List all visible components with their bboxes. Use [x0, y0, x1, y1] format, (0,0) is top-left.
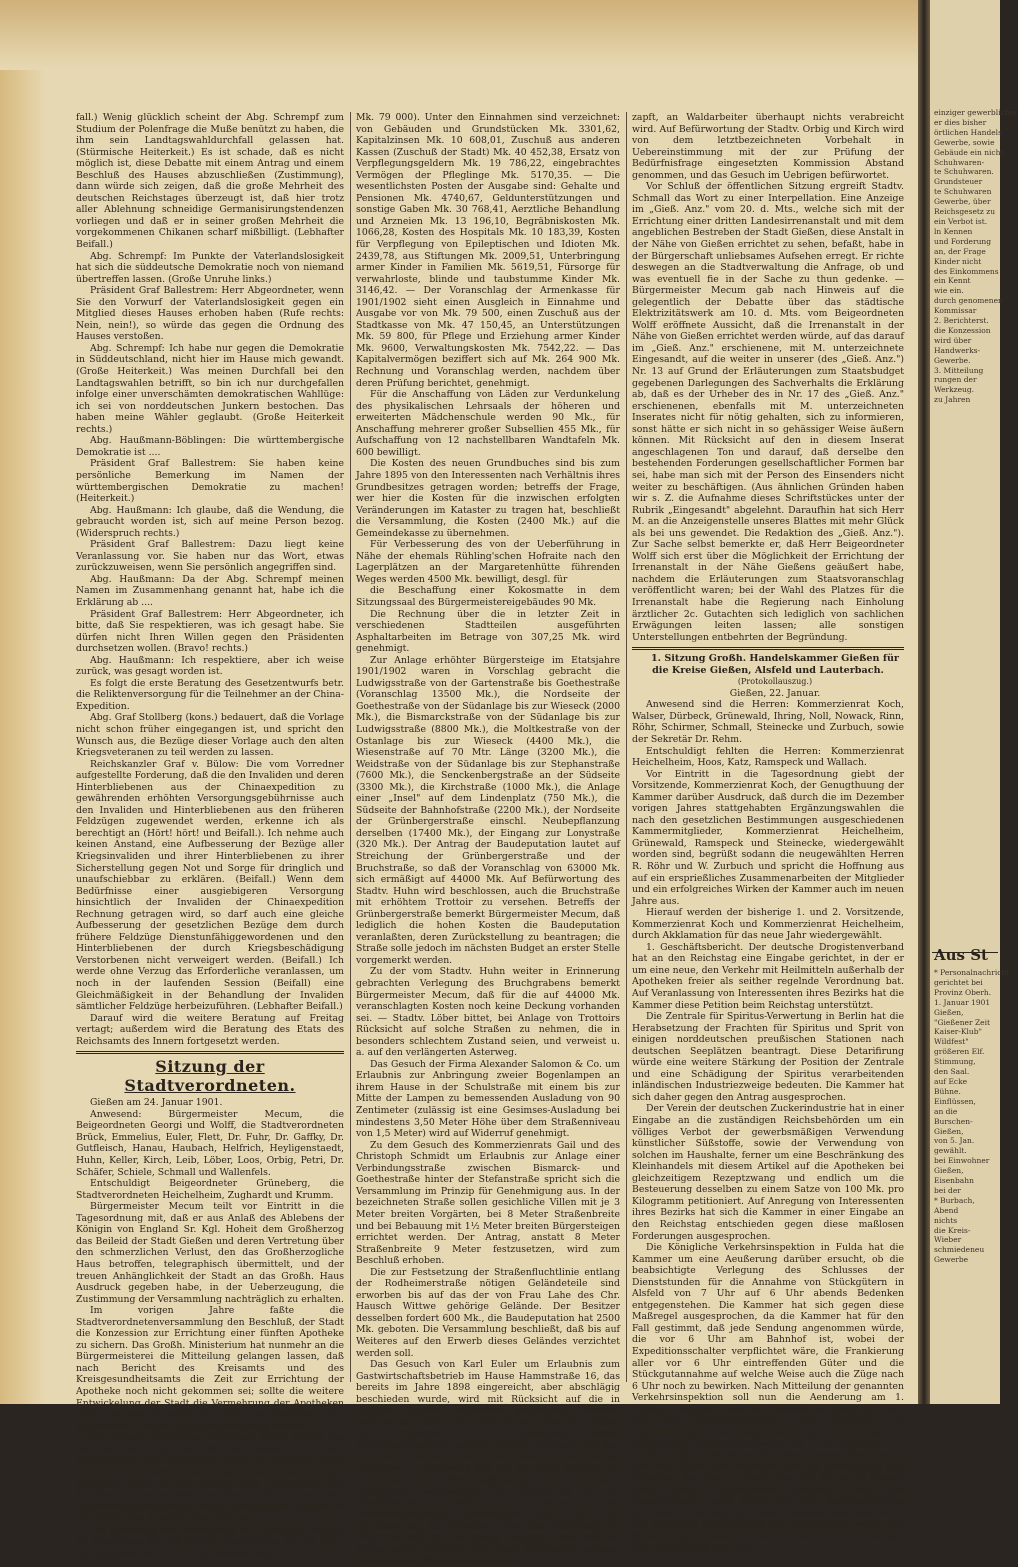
book-gutter: [918, 0, 930, 1404]
text-line: gewählt.: [934, 1146, 967, 1156]
text-line: Wildfest": [934, 1037, 969, 1047]
paragraph: Die Kosten des neuen Grundbuches sind bis zum Jahre 1895 von den Interessenten nach Verhältnis ihres Grundbesitzes getragen worden; betreffs der Frage, wer hier die Kosten für die inzwischen erfolgten Veränderungen im Kataster zu tragen hat, beschließt die Versammlung, die Kosten (2400 Mk.) auf die Gemeindekasse zu übernehmen.: [356, 458, 620, 539]
paragraph: Präsident Graf Ballestrem: Dazu liegt keine Veranlassung vor. Sie haben nur das Wort, etwas zurückzuweisen, wenn Sie persönlich angegriffen sind.: [76, 539, 344, 574]
text-line: ein Verbot ist.: [934, 216, 988, 226]
paragraph: 1. Geschäftsbericht. Der deutsche Drogistenverband hat an den Reichstag eine Eingabe gerichtet, in der er um eine neue, den Verkehr mit Heilmitteln außerhalb der Apotheken freier als seither regelnde Verordnung bat. Auf Veranlassung von Interessenten ihres Bezirks hat die Kammer diese Petition beim Reichstag unterstützt.: [632, 941, 905, 1011]
paragraph: fall.) Wenig glücklich scheint der Abg. Schrempf zum Studium der Polenfrage die Muße benützt zu haben, die ihm sein Landtagswahldurchfall gelassen hat. (Stürmische Heiterkeit.) Es ist schade, daß es nicht möglich ist, diese Debatte mit einem Antrag und einem Beschluß des Hauses abzuschließen (Zustimmung), dann würde sich zeigen, daß die große Mehrheit des deutschen Reichstages überzeugt ist, daß hier trotz aller Ablehnung schneidige Germanisirungstendenzen vorliegen und daß er in seiner großen Mehrheit die vorgekommenen Chikanen scharf mißbilligt. (Lebhafter Beifall.): [76, 112, 344, 251]
text-line: * Personalnachricht: [934, 968, 1010, 977]
text-line: von 5. Jan.: [934, 1136, 975, 1146]
paragraph: Abg. Schrempf: Im Punkte der Vaterlandslosigkeit hat sich die süddeutsche Demokratie noch von niemand übertreffen lassen. (Große Unruhe links.): [76, 250, 344, 285]
text-line: rungen der: [934, 375, 977, 385]
paragraph: Für Verbesserung des von der Ueberführung in Nähe der ehemals Rühling'schen Hofraite nach den Lagerplätzen an der Margaretenhütte führenden Weges werden 4500 Mk. bewilligt, desgl. für: [356, 539, 620, 585]
paragraph: Für die Anschaffung von Läden zur Verdunkelung des physikalischen Lehrsaals der höheren und erweiterten Mädchenschule werden 90 Mk., für Anschaffung mehrerer großer Subsellien 455 Mk., für Aufschaffung von 12 nachstellbaren Wandtafeln Mk. 600 bewilligt.: [356, 389, 620, 458]
column-1: [76, 112, 344, 1559]
text-line: Kommissar: [934, 306, 977, 316]
text-line: ln Kennen: [934, 226, 973, 236]
text-line: "Gießener Zeit: [934, 1017, 991, 1027]
text-line: Handwerks-: [934, 345, 981, 355]
column-1-paragraphs: [76, 112, 344, 1047]
paragraph: Zu der vom Stadtv. Huhn weiter in Erinnerung gebrachten Verlegung des Bruchgrabens bemerkt Bürgermeister Mecum, daß für die auf 44000 Mk. veranschlagten Kosten noch keine Deckung vorhanden sei. — Stadtv. Löber bittet, bei Anlage von Trottoirs Rücksicht auf solche Straßen zu nehmen, die in besonders schlechtem Zustand seien, und verweist u. a. auf den verlängerten Asterweg.: [356, 966, 620, 1059]
text-line: Gießen,: [934, 1166, 964, 1176]
text-line: den Saal.: [934, 1067, 970, 1077]
paragraph: Reichskanzler Graf v. Bülow: Die vom Vorredner aufgestellte Forderung, daß die den Invaliden und deren Hinterbliebenen aus der Chinaexpedition zu gewährenden erhöhten Versorgungsgebührnisse auch den Invaliden und Hinterbliebenen aus den früheren Feldzügen zugewendet werden, erkenne ich als berechtigt an (Hört! hört! und Beifall.). Ich nehme auch keinen Anstand, eine Aufbesserung der Bezüge aller Kriegsinvaliden und ihrer Hinterbliebenen zu ihrer Sicherstellung gegen Not und Sorge für dringlich und unaufschiebbar zu erklären. (Beifall.) Wenn dem Bedürfnisse einer ausgiebigeren Versorgung hinsichtlich der Invaliden der Chinaexpedition Rechnung getragen wird, so darf auch eine gleiche Aufbesserung der gesetzlichen Bezüge dem durch frühere Feldzüge Dienstunfähiggewordenen und den Hinterbliebenen der durch Kriegsbeschädigung Verstorbenen nicht verweigert werden. (Beifall.) Ich werde ohne Verzug das Erforderliche veranlassen, um noch in der laufenden Session (Beifall) eine Gleichmäßigkeit in der Behandlung der Invaliden sämtlicher Feldzüge herbeizuführen. (Lebhafter Beifall.): [76, 758, 344, 1013]
text-line: Gebäude ein nicht: [934, 147, 1004, 157]
text-line: gerichtet bei: [934, 977, 983, 987]
text-line: örtlichen Handels: [934, 127, 1002, 137]
column-2: [356, 112, 620, 1567]
text-line: 3. Mitteilung: [934, 365, 984, 375]
text-line: Kinder nicht: [934, 256, 982, 266]
text-line: Provinz Oberh.: [934, 987, 992, 997]
paragraph: Das Gesuch der Firma Alexander Salomon & Co. um Erlaubnis zur Anbringung zweier Bogenlampen an ihrem Hause in der Schulstraße mit einem bis zur Mitte der Lampen zu bemessenden Ausladung von 90 Zentimeter (zulässig ist eine Gesimses-Ausladung bei mindestens 3,50 Meter Höhe über dem Straßenniveau von 1,5 Meter) wird auf Widerruf genehmigt.: [356, 1058, 620, 1140]
section-rule-2: [632, 647, 904, 650]
section-title-stadtverordneten: Sitzung der Stadtverordneten.: [124, 1057, 296, 1096]
text-line: an die: [934, 1106, 958, 1116]
paragraph: Der dahier verstorbene Fabrikant Louis Scheid hat der Stadt ein Legat von 2000 Mk. vermacht, mit der Bestimmung, daß die Zinsen davon in Beträgen nicht unter 20 Mk. jährlich an Witwen und Waisen armer Kaufleute, oder an diese selbst, ohne Unterschied der Konfession, ausgezahlt werden. Auf Antrag der Armendeputation erfolgt unter Ausdruck des Dankes an den Stifter die Annahme der Stiftung.: [76, 1432, 344, 1524]
section-date-2: Gießen, 22. Januar.: [729, 687, 821, 699]
adjacent-page-text-2: [934, 968, 1010, 1265]
text-line: schmiedeneu: [934, 1245, 985, 1255]
page-top-shadow: [0, 0, 918, 70]
paragraph: Die Rechnung über die in letzter Zeit in verschiedenen Stadtteilen ausgeführten Asphaltarbeiten im Betrage von 307,25 Mk. wird genehmigt.: [356, 608, 620, 655]
text-line: wie ein.: [934, 286, 964, 296]
paragraph: Abg. Haußmann: Ich glaube, daß die Wendung, die gebraucht worden ist, sich auf meine Person bezog. (Widerspruch rechts.): [76, 504, 344, 539]
paragraph: Hierauf werden der bisherige 1. und 2. Vorsitzende, Kommerzienrat Koch und Kommerzienrat Heichelheim, durch Akklamation für das neue Jahr wiedergewählt.: [632, 907, 904, 942]
paragraph: Zur Anlage erhöhter Bürgersteige im Etatsjahre 1901/1902 waren in Vorschlag gebracht die Ludwigsstraße von der Gartenstraße bis Goethestraße (Voranschlag 13500 Mk.), die Nordseite der Goethestraße von der Südanlage bis zur Wieseck (2000 Mk.), die Bismarckstraße von der Südanlage bis zur Ludwigsstraße (8800 Mk.), die Moltkestraße von der Ostanlage bis zur Wieseck (4400 Mk.), die Wiesenstraße auf 70 Mtr. Länge (3200 Mk.), die Weidstraße von der Südanlage bis zur Stephanstraße (7600 Mk.), die Senckenbergstraße an der Südseite (3300 Mk.), die Kirchstraße (1000 Mk.), die Anlage einer „Insel" auf dem Lindenplatz (750 Mk.), die Südseite der Bahnhofstraße (2200 Mk.), der Nordseite der Grünbergerstraße einschl. Neubepflanzung derselben (17400 Mk.), der Eingang zur Lonystraße (320 Mk.). Der Antrag der Baudeputation lautet auf Streichung der Grünbergerstraße und der Bruchstraße, so daß der Voranschlag von 63000 Mk. sich ermäßigt auf 44000 Mk. Auf Befürwortung des Stadtv. Huhn wird beschlossen, auch die Bruchstraße mit erhöhtem Trottoir zu versehen. Betreffs der Grünbergerstraße bemerkt Bürgermeister Mecum, daß lediglich die hohen Kosten die Baudeputation veranlaßten, deren Zurückstellung zu beantragen; die Straße solle jedoch im nächsten Budget an erster Stelle vorgemerkt werden.: [356, 654, 620, 966]
text-line: Kaiser-Klub": [934, 1027, 982, 1037]
column-rule-1: [350, 112, 351, 1382]
page-edge-shadow: [0, 0, 46, 1404]
paragraph: Die Rechnung der Armenkasse für 1899/1900 ergiebt an Einnahmen Mk. 86 468,28 (Voranschlag Mk. 79 000), an Ausgaben Mk. 86 325,28 (Voranschlag: [76, 1524, 344, 1559]
text-line: * Burbach,: [934, 1195, 975, 1205]
text-line: wird über: [934, 335, 972, 345]
text-line: Einflüssen,: [934, 1096, 976, 1106]
paragraph: Mk. 79 000). Unter den Einnahmen sind verzeichnet: von Gebäuden und Grundstücken Mk. 3301,62, Kapitalzinsen Mk. 10 608,01, Zuschuß aus anderen Kassen (Zuschuß der Stadt) Mk. 40 452,38, Ersatz von Verpflegungsgeldern Mk. 19 786,22, eingebrachtes Vermögen der Pfleglinge Mk. 5170,35. — Die wesentlichsten Posten der Ausgabe sind: Gehalte und Pensionen Mk. 4740,67, Geldunterstützungen und sonstige Gaben Mk. 30 768,41, Aerztliche Behandlung und Arzneien Mk. 13 196,10, Begräbniskosten Mk. 1066,28, Kosten des Hospitals Mk. 10 183,39, Kosten für Verpflegung von Epileptischen und Idioten Mk. 2439,78, aus Stiftungen Mk. 2009,51, Unterbringung armer Kinder in Familien Mk. 5619,51, Fürsorge für verwahrloste, blinde und taubstumme Kinder Mk. 3146,42. — Der Voranschlag der Armenkasse für 1901/1902 sieht einen Ausgleich in Einnahme und Ausgabe vor von Mk. 79 500, einen Zuschuß aus der Stadtkasse von Mk. 47 150,45, an Unterstützungen Mk. 59 800, für Pflege und Erziehung armer Kinder Mk. 9600, Verwaltungskosten Mk. 7542,22. — Das Kapitalvermögen beziffert sich auf Mk. 264 900 Mk. Rechnung und Voranschlag werden, nachdem über deren Prüfung berichtet, genehmigt.: [356, 112, 620, 389]
paragraph: Die Königliche Verkehrsinspektion in Fulda hat die Kammer um eine Aeußerung darüber ersucht, ob die beabsichtigte Verlegung des Schlusses der Dienststunden für die Annahme von Stückgütern in Alsfeld von 7 Uhr auf 6 Uhr abends Bedenken entgegenstehen. Die Kammer hat sich gegen diese Maßregel ausgesprochen, da die Kammer hat für den Fall gestimmt, daß jede Sendung angenommen würde, die vor 6 Uhr am Bahnhof ist, wobei der Expeditionsschalter verpflichtet wäre, die Frankierung aller vor 6 Uhr eintreffenden Güter und die Stückgutannahme auf welche Weise auch die Züge nach 6 Uhr noch zu bewirken. Nach Mitteilung der genannten Verkehrsinspektion soll nun die Aenderung am 1. Februar eingeführt werden. Dieselbe erstreckt sich nur auf die Stückgutannahme und -Ausgabe im Güterschuppen. Die Dienststunden der Güterkasse und Abfertigung bleiben unverändert bis 7 Uhr bestehen.: [632, 1242, 904, 1450]
text-line: durch genomenen: [934, 296, 1003, 306]
paragraph: Abg. Schrempf: Ich habe nur gegen die Demokratie in Süddeutschland, nicht hier im Hause mich gewandt. (Große Heiterkeit.) Was meinen Durchfall bei den Landtagswahlen betrifft, so bin ich nur durchgefallen infolge einer unverschämten demokratischen Wahllüge: ich sei von norddeutschen Junkern bestochen. Das haben meine Wähler geglaubt. (Große Heiterkeit rechts.): [76, 342, 344, 435]
section-subtitle: (Protokollauszug.): [737, 677, 813, 687]
paragraph: Abg. Graf Stollberg (kons.) bedauert, daß die Vorlage nicht schon früher eingegangen ist, und spricht den Wunsch aus, die Bezüge dieser Vorlage auch den alten Kriegsveteranen zu teil werden zu lassen.: [76, 712, 344, 759]
text-line: 2. Berichterst.: [934, 316, 989, 326]
paragraph: Vor Eintritt in die Tagesordnung giebt der Vorsitzende, Kommerzienrat Koch, der Genugthuung der Kammer darüber Ausdruck, daß durch die im Dezember vorigen Jahres stattgehabten Ergänzungswahlen die nach den gesetzlichen Bestimmungen ausgeschiedenen Kammermitglieder, Kommerzienrat Heichelheim, Grünewald, Ramspeck und Steinecke, wiedergewählt worden sind, begrüßt sodann die neugewählten Herren R. Röhr und W. Zurbuch und spricht die Hoffnung aus auf ein ersprießliches Zusammenarbeiten der Mitglieder und ein erfolgreiches Wirken der Kammer auch im neuen Jahre aus.: [632, 768, 904, 907]
adjacent-page-text: [934, 108, 1018, 405]
paragraph: Vor Schluß der öffentlichen Sitzung ergreift Stadtv. Schmall das Wort zu einer Interpellation. Eine Anzeige im „Gieß. Anz." vom 20. d. Mts., welche sich mit der Errichtung einer dritten Landesirrenanstalt und mit dem angeblichen Bestreben der Stadt Gießen, diese Anstalt in der Nähe von Gießen errichtet zu sehen, befaßt, habe in der Bürgerschaft unliebsames Aufsehen erregt. Er richte deswegen an die Stadtverwaltung die Anfrage, ob und was eventuell fie in der Sache zu thun gedenke. — Bürgermeister Mecum gab nach Hinweis auf die gelegentlich der Debatte über das städtische Elektrizitätswerk am 10. d. Mts. vom Beigeordneten Wolff eröffnete Aussicht, daß die Irrenanstalt in der Nähe von Gießen errichtet werden würde, auf das darauf im „Gieß. Anz." erschienene, mit M. unterzeichnete Eingesandt, auf die weiter in unserer (des „Gieß. Anz.") Nr. 13 auf Grund der Erläuterungen zum Staatsbudget gegebenen Darlegungen des Sachverhalts die Erklärung ab, daß es der Urheber des in Nr. 17 des „Gieß. Anz." erschienenen, ebenfalls mit M. unterzeichneten Inserates nicht für nötig gehalten, sich zu informieren, sonst hätte er sich nicht in so gehässiger Weise äußern können. Mit Rücksicht auf den in diesem Inserat angeschlagenen Ton und darauf, daß derselbe den bestehenden Forderungen gesellschaftlicher Formen bar sei, habe man sich mit der Person des Einsenders nicht weiter zu beschäftigen. (Aus ähnlichen Gründen haben wir s. Z. die Aufnahme dieses Schriftstückes unter der Rubrik „Eingesandt" abgelehnt. Daraufhin hat sich Herr M. an die Anzeigenstelle unseres Blattes mit mehr Glück als bei uns gewendet. Die Redaktion des „Gieß. Anz."). Zur Sache selbst bemerkte er, daß Herr Beigeordneter Wolff sich erst über die Möglichkeit der Errichtung der Irrenanstalt in der Nähe Gießens geäußert habe, nachdem die Erläuterungen zum Staatsvoranschlag veröffentlicht waren; bei der Wahl des Platzes für die Irrenanstalt habe die Regierung nach Einholung ärztlicher 2c. Gutachten sich lediglich von sachlichen Erwägungen leiten lassen; alle sonstigen Unterstellungen entbehrten der Begründung.: [632, 181, 904, 643]
text-line: größeren Elf.: [934, 1047, 985, 1057]
text-line: die Konzession: [934, 325, 991, 335]
section-title-handelskammer: 1. Sitzung Großh. Handelskammer Gießen für die Kreise Gießen, Alsfeld und Lauterbach.: [651, 653, 899, 676]
paragraph: Hinsichtlich der Versendung der Kammer-Steuerzettel sind eine Reihe von Anfragen über die Berechnung und Erhebung der Steuer eingelaufen. Mit Rücksicht hierauf wird darauf aufmerksam gemacht, daß die Kammersteuer nach einem für alle Wahlberechtigte gleichen Prozentsatz der Gewerbesteuer berechnet wird. Die Erhebung erfolgt durch die Finanzämter, welche für diese Funktion seitens Großh. Ministerium der Finanzen eine Aufstellung nur zum: [632, 1449, 904, 1554]
text-line: Eisenbahn: [934, 1176, 974, 1186]
paragraph: Darauf wird die weitere Beratung auf Freitag vertagt; außerdem wird die Beratung des Etats des Reichsamts des Innern fortgesetzt werden.: [76, 1012, 344, 1047]
text-line: nichts: [934, 1215, 958, 1225]
text-line: Werkzeug.: [934, 385, 975, 395]
paragraph: Entschuldigt fehlten die Herren: Kommerzienrat Heichelheim, Hoos, Katz, Ramspeck und Wallach.: [632, 745, 904, 769]
column-1-paragraphs-2: [76, 1109, 344, 1559]
paragraph: Im vorigen Jahre faßte die Stadtverordnetenversammlung den Beschluß, der Stadt die Konzession zur Errichtung einer fünften Apotheke zu sichern. Das Großh. Ministerium hat nunmehr an die Bürgermeisterei die Mitteilung gelangen lassen, daß nach Bericht des Kreisamts und des Kreisgesundheitsamts die Zeit zur Errichtung der Apotheke noch nicht gekommen sei; sollte die weitere Entwickelung der Stadt die Vermehrung der Apotheken nötig machen, so solle die Stadt bei Vergebung der Konzession in erster Linie berücksichtigt werden.: [76, 1305, 344, 1432]
column-3-paragraphs-2: [632, 699, 904, 1553]
paragraph: zapft, an Waldarbeiter überhaupt nichts verabreicht wird. Auf Befürwortung der Stadtv. Orbig und Kirch wird von dem letztbezeichneten Vorbehalt in Uebereinstimmung mit der zur Prüfung der Bedürfnisfrage eingesetzten Kommission Abstand genommen, und das Gesuch im Uebrigen befürwortet.: [632, 112, 904, 181]
paragraph: Präsident Graf Ballestrem: Herr Abgeordneter, wenn Sie den Vorwurf der Vaterlandslosigkeit gegen ein Mitglied dieses Hauses erhoben haben (Rufe rechts: Nein, nein!), so würde das gegen die Ordnung des Hauses verstoßen.: [76, 285, 344, 343]
text-line: zu Jahren: [934, 395, 971, 405]
text-line: Gewerbe.: [934, 355, 971, 365]
paragraph: Abg. Haußmann-Böblingen: Die württembergische Demokratie ist ....: [76, 435, 344, 458]
paragraph: Präsident Graf Ballestrem: Sie haben keine persönliche Bemerkung im Namen der württembergischen Demokratie zu machen! (Heiterkeit.): [76, 458, 344, 505]
paragraph: Anwesend: Bürgermeister Mecum, die Beigeordneten Georgi und Wolff, die Stadtverordneten Brück, Emmelius, Euler, Flett, Dr. Fuhr, Dr. Gaffky, Dr. Gutfleisch, Hanau, Haubach, Helfrich, Heyligenstaedt, Huhn, Keller, Kirch, Leib, Löber, Loos, Orbig, Petri, Dr. Schäfer, Schiele, Schmall und Wallenfels.: [76, 1108, 344, 1178]
text-line: an, der Frage: [934, 246, 986, 256]
text-line: Bühne.: [934, 1086, 961, 1096]
paragraph: Es folgt die erste Beratung des Gesetzentwurfs betr. die Reliktenversorgung für die Teilnehmer an der China-Expedition.: [76, 677, 344, 712]
text-line: Gewerbe: [934, 1255, 969, 1265]
paragraph: Das Gesuch von Karl Euler um Erlaubnis zum Gastwirtschaftsbetrieb im Hause Hammstraße 16, das bereits im Jahre 1898 eingereicht, aber abschlägig beschieden wurde, wird mit Rücksicht auf die in dortiger Gegend inzwischen gestiegenen Verkehr befürwortet, desgl. das Gesuch von Heinrich Hettler um Erlaubnis zur Ausdehnung seines Wirtschaftsbetriebs auf ein weiteres Zimmer und den vor dem Hause Frankfurterstraße 1 befindlichen Vorgarten. — Forstwart Arft hat für seine Ehefrau um Erlaubnis zum Wirtschaftsbetrieb im „Forsthaus Hochwarte" nachgesucht. Das Gesuch ist von der Oberförsterei befürwortet worden. Die landwirtschaftliche Kommission hat sich für Genehmigung des Gesuches unter dem Vorbehalt des Widerrufs und der Bedingung ausgesprochen, daß die Preise unter Kontrolle der Stadt festgesetzt werden, gewöhnlicher Branntwein nicht ver-: [356, 1359, 620, 1567]
text-line: Gießen,: [934, 1126, 964, 1136]
paragraph: Abg. Haußmann: Da der Abg. Schrempf meinen Namen im Zusammenhang genannt hat, habe ich die Erklärung ab ....: [76, 573, 344, 608]
text-line: Wieber: [934, 1235, 962, 1245]
column-3-paragraphs: [632, 112, 904, 643]
text-line: des Einkommens: [934, 266, 999, 276]
section-date: Gießen am 24. Januar 1901.: [90, 1097, 223, 1109]
paragraph: Der Verein der deutschen Zuckerindustrie hat in einer Eingabe an die zuständigen Reichsbehörden um ein völliges Verbot der gewerbsmäßigen Verwendung künstlicher Süßstoffe, sowie der Verwendung von solchen im Haushalte, ferner um eine Beschränkung des Kleinhandels mit diesem Artikel auf die Apotheken bei gleichzeitigem Rezeptzwang und endlich um die Besteuerung desselben zu einem Satze von 100 Mk. pro Kilogramm petitioniert. Auf Anregung von Interessenten ihres Bezirks hat sich die Kammer in einer Eingabe an den Reichstag entschieden gegen diese maßlosen Forderungen ausgesprochen.: [632, 1103, 904, 1242]
column-2-paragraphs: [356, 112, 620, 1567]
text-line: Grundsteuer: [934, 177, 983, 187]
text-line: te Schuhwaren: [934, 187, 992, 197]
text-line: 1. Januar 1901: [934, 997, 991, 1007]
text-line: Abend: [934, 1205, 959, 1215]
paragraph: die Beschaffung einer Kokosmatte in dem Sitzungssaal des Bürgermeistereigebäudes 90 Mk.: [356, 585, 620, 608]
adjacent-page-headline: Aus St: [934, 946, 988, 964]
text-line: te Schuhwaren.: [934, 167, 994, 177]
text-line: einziger gewerblicher: [934, 108, 1018, 117]
text-line: er dies bisher: [934, 117, 987, 127]
adjacent-page: [930, 0, 1018, 1404]
text-line: auf Ecke: [934, 1076, 968, 1086]
text-line: Burschen-: [934, 1116, 973, 1126]
text-line: ein Kennt: [934, 276, 971, 286]
column-rule-2: [626, 112, 627, 1382]
text-line: bei Einwohner: [934, 1156, 990, 1166]
paragraph: Die Zentrale für Spiritus-Verwertung in Berlin hat die Herabsetzung der Frachten für Spiritus und Sprit von einigen norddeutschen preußischen Stationen nach deutschen Seeplätzen beantragt. Diese Detarifirung würde eine weitere Stärkung der Position der Zentrale und eine Schädigung der Spiritus verarbeitenden inländischen Industriezweige bedeuten. Die Kammer hat sich daher gegen den Antrag ausgesprochen.: [632, 1011, 904, 1103]
paragraph: Entschuldigt Beigeordneter Grüneberg, die Stadtverordneten Heichelheim, Zughardt und Krumm.: [76, 1178, 344, 1201]
text-line: Reichsgesetz zu: [934, 207, 996, 217]
paragraph: Bürgermeister Mecum teilt vor Eintritt in die Tagesordnung mit, daß er aus Anlaß des Ablebens der Königin von England Sr. Kgl. Hoheit dem Großherzog das Beileid der Stadt Gießen und deren Vertretung über den schmerzlichen Verlust, den das Großherzogliche Haus betroffen, telegraphisch übermittelt, und der treuen Anhänglichkeit der Stadt an das Großh. Haus Ausdruck gegeben habe, in der Ueberzeugung, die Zustimmung der Versammlung nachträglich zu erhalten.: [76, 1201, 344, 1305]
column-3: [632, 112, 905, 1554]
text-line: und Forderung: [934, 236, 992, 246]
text-line: bei der: [934, 1185, 961, 1195]
text-line: Schuhwaren-: [934, 157, 985, 167]
paragraph: Anwesend sind die Herren: Kommerzienrat Koch, Walser, Dürbeck, Grünewald, Ihring, Noll, Nowack, Rinn, Röhr, Schirmer, Schmall, Steinecke und Zurbuch, sowie der Sekretär Dr. Rehm.: [632, 699, 904, 745]
paragraph: Die zur Festsetzung der Straßenfluchtlinie entlang der Rodheimerstraße nötigen Geländeteile sind erworben bis auf das der von Frau Lahe des Chr. Hausch Wittwe gehörige Gelände. Der Besitzer desselben fordert 600 Mk., die Baudeputation hat 2500 Mk. geboten. Die Versammlung beschließt, daß bis auf Weiteres auf den Erwerb dieses Geländes verzichtet werden soll.: [356, 1266, 620, 1359]
paragraph: Abg. Haußmann: Ich respektiere, aber ich weise zurück, was gesagt worden ist.: [76, 654, 344, 678]
text-line: die Kreis-: [934, 1225, 971, 1235]
text-line: Gießen,: [934, 1007, 964, 1017]
text-line: Gewerbe, über: [934, 197, 991, 207]
section-rule: [76, 1051, 344, 1054]
text-line: Gewerbe, sowie: [934, 137, 995, 147]
paragraph: Zu dem Gesuch des Kommerzienrats Gail und des Christoph Schmidt um Erlaubnis zur Anlage einer Verbindungsstraße zwischen Bismarck- und Goethestraße hinter der Stefanstraße spricht sich die Versammlung im Prinzip für Genehmigung aus. In der bezeichneten Straße sollen gesichliche Villen mit je 3 Meter breiten Vorgärten, bei 8 Meter Straßenbreite und bei Bebauung mit 1½ Meter breiten Bürgersteigen errichtet werden. Der Antrag, anstatt 8 Meter Straßenbreite 9 Meter festzusetzen, wird zum Beschluß erhoben.: [356, 1139, 620, 1267]
text-line: Stimmung,: [934, 1057, 976, 1067]
paragraph: Präsident Graf Ballestrem: Herr Abgeordneter, ich bitte, daß Sie respektieren, was ich gesagt habe. Sie dürfen nicht Ihren Willen gegen den Präsidenten durchsetzen wollen. (Bravo! rechts.): [76, 608, 344, 655]
